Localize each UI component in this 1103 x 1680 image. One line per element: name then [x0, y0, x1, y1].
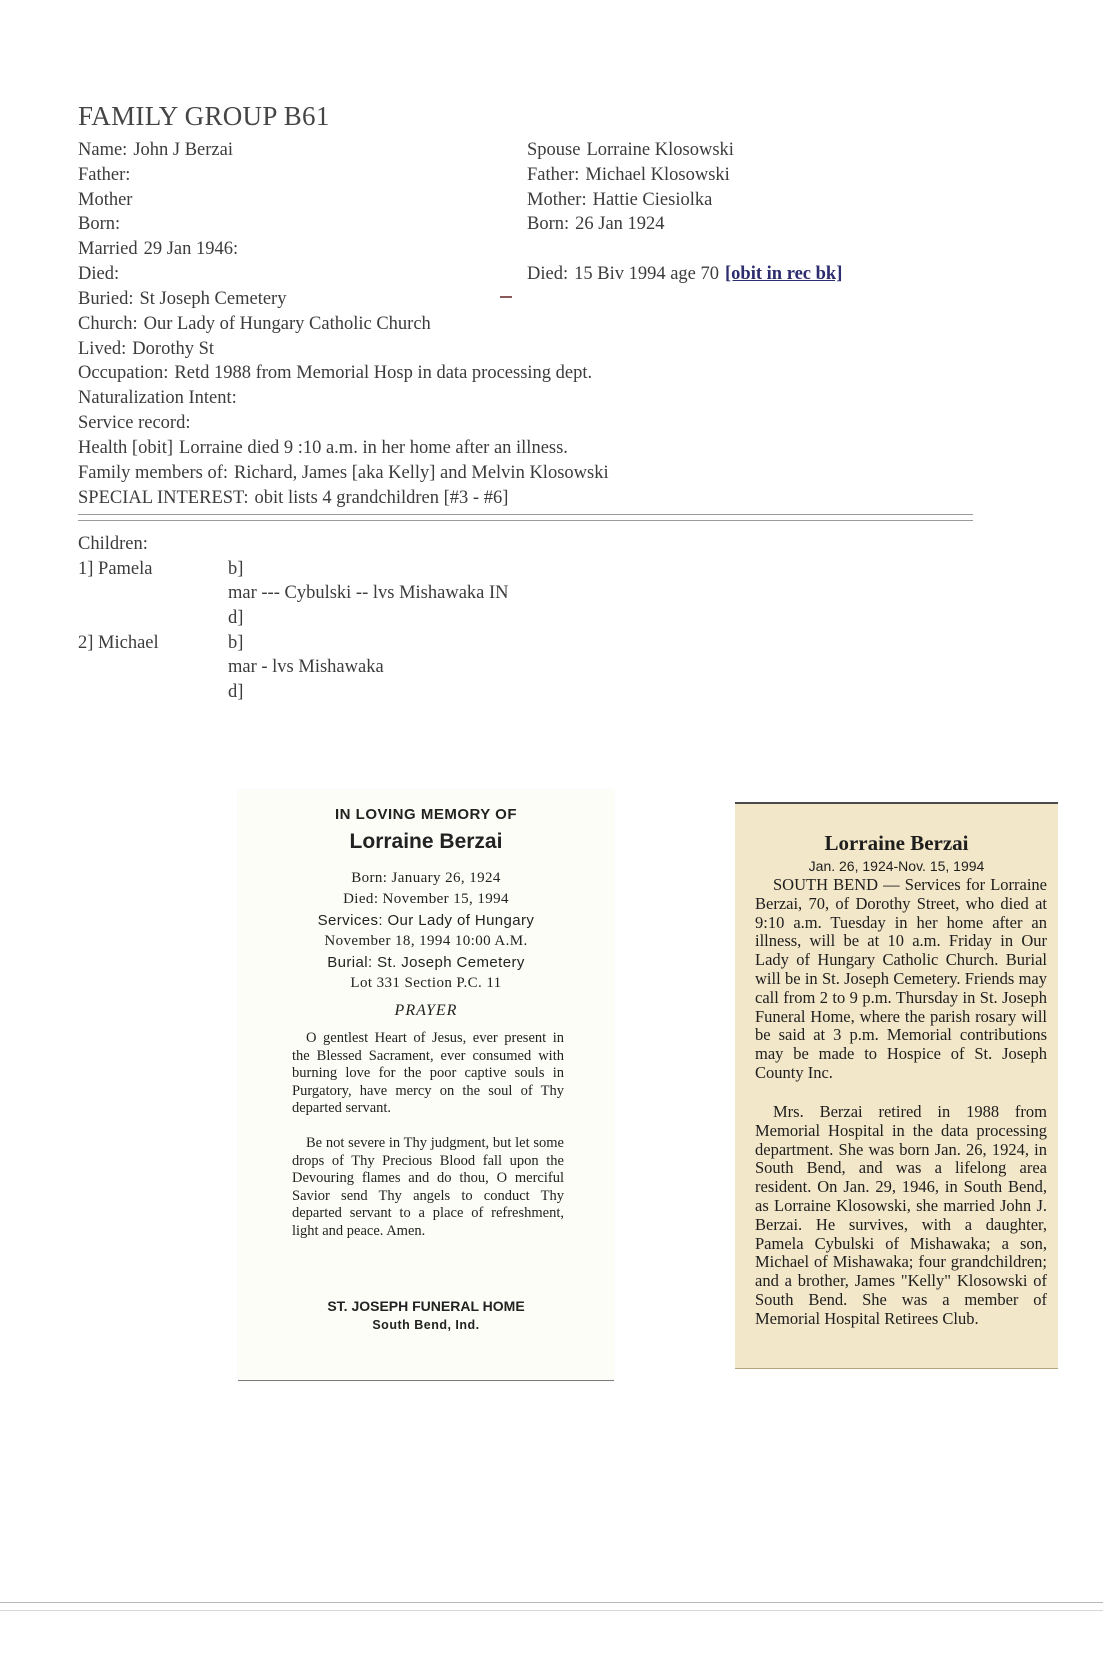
field-label: Died: [527, 264, 569, 284]
field-value: Richard, James [aka Kelly] and Melvin Klosowski [234, 463, 609, 483]
spouse-mother [527, 191, 712, 210]
child-married: mar - lvs Mishawaka [228, 657, 384, 677]
spouse-born [527, 215, 665, 234]
clipping-paragraph: Mrs. Berzai retired in 1988 from Memorial Hospital in the data processing department. She was born Jan. 26, 1924, in South Bend, and was a lifelong area resident. On Jan. 29, 1946, in South Bend, as Lorraine Klosowski, she married John J. Berzai. He survives, with a daughter, Pamela Cybulski of Mishawaka; a son, Michael of Mishawaka; four grandchildren; and a brother, James "Kelly" Klosowski of South Bend. She was a member of Memorial Hospital Retirees Club. [755, 1102, 1047, 1328]
card-prayer-paragraph: Be not severe in Thy judgment, but let some drops of Thy Precious Blood fall upon the Devouring flames and do thou, O merciful Savior send Thy angels to conduct Thy departed servant to a place of refreshment, light and peace. Amen. [292, 1135, 564, 1239]
card-born: Born: January 26, 1924 [351, 870, 501, 886]
field-label: Married [78, 239, 138, 259]
children-heading: Children: [78, 534, 148, 554]
spouse-died [527, 265, 842, 284]
spouse-father [527, 166, 730, 185]
field-buried [78, 290, 286, 309]
field-mother [78, 191, 132, 210]
field-died [78, 265, 119, 284]
clipping-dates: Jan. 26, 1924-Nov. 15, 1994 [808, 858, 985, 874]
field-value: 29 Jan 1946: [143, 239, 239, 259]
child-name: 2] Michael [78, 633, 159, 653]
field-value: Retd 1988 from Memorial Hosp in data processing dept. [174, 363, 593, 383]
card-heading: IN LOVING MEMORY OF [334, 806, 517, 823]
card-name: Lorraine Berzai [349, 830, 503, 853]
field-value: Our Lady of Hungary Catholic Church [143, 314, 431, 334]
field-value: Hattie Ciesiolka [592, 190, 713, 210]
field-special-interest [78, 489, 508, 508]
field-label: Father: [78, 165, 131, 185]
child-name: 1] Pamela [78, 559, 153, 579]
card-lot: Lot 331 Section P.C. 11 [350, 975, 502, 991]
field-father [78, 166, 130, 185]
field-value: Dorothy St [132, 339, 215, 359]
card-prayer-title: PRAYER [394, 1002, 458, 1019]
field-church [78, 315, 431, 334]
newspaper-clipping [735, 802, 1058, 1369]
field-value: obit lists 4 grandchildren [#3 - #6] [254, 488, 509, 508]
field-naturalization [78, 389, 237, 408]
field-label: Family members of: [78, 463, 229, 483]
card-services: Services: Our Lady of Hungary [317, 912, 535, 929]
field-value: St Joseph Cemetery [139, 289, 287, 309]
field-label: Service record: [78, 413, 191, 433]
field-label: Naturalization Intent: [78, 388, 237, 408]
spouse-name [527, 141, 734, 160]
field-name [78, 141, 233, 160]
field-label: Occupation: [78, 363, 169, 383]
page-title: FAMILY GROUP B61 [78, 101, 330, 131]
card-burial: Burial: St. Joseph Cemetery [327, 954, 525, 971]
page-bottom-edge [0, 1602, 1103, 1603]
field-label: Born: [527, 214, 570, 234]
field-lived [78, 340, 214, 359]
field-value: Lorraine died 9 :10 a.m. in her home after an illness. [179, 438, 568, 458]
field-value: John J Berzai [133, 140, 233, 160]
card-service-date: November 18, 1994 10:00 A.M. [324, 933, 528, 949]
field-label: Spouse [527, 140, 581, 160]
card-city: South Bend, Ind. [372, 1318, 480, 1332]
field-family-members [78, 464, 609, 483]
field-value: Lorraine Klosowski [586, 140, 734, 160]
field-label: Father: [527, 165, 580, 185]
clipping-name: Lorraine Berzai [824, 831, 969, 855]
memorial-card [238, 790, 614, 1381]
field-label: Name: [78, 140, 128, 160]
field-label: Buried: [78, 289, 134, 309]
child-born: b] [228, 633, 244, 653]
child-married: mar --- Cybulski -- lvs Mishawaka IN [228, 583, 509, 603]
obit-reference-link[interactable]: [obit in rec bk] [725, 264, 843, 284]
field-label: Church: [78, 314, 138, 334]
section-divider [78, 514, 973, 521]
field-value: 15 Biv 1994 age 70 [574, 264, 720, 284]
field-health [78, 439, 568, 458]
field-label: Born: [78, 214, 121, 234]
card-prayer-paragraph: O gentlest Heart of Jesus, ever present in the Blessed Sacrament, ever consumed with burning love for the poor captive souls in Purgatory, have mercy on the soul of Thy departed servant. [292, 1030, 564, 1116]
field-born [78, 215, 120, 234]
clipping-paragraph: SOUTH BEND — Services for Lorraine Berzai, 70, of Dorothy Street, who died at 9:10 a.m. Tuesday in her home after an illness, will be at 10 a.m. Friday in Our Lady of Hungary Catholic Church. Burial will be in St. Joseph Cemetery. Friends may call from 2 to 9 p.m. Thursday in St. Joseph Funeral Home, where the parish rosary will be said at 3 p.m. Memorial contributions may be made to Hospice of St. Joseph County Inc. [755, 875, 1047, 1082]
field-label: Died: [78, 264, 120, 284]
field-value: 26 Jan 1924 [575, 214, 665, 234]
stray-mark [500, 296, 512, 298]
field-label: Mother [78, 190, 133, 210]
child-born: b] [228, 559, 244, 579]
field-married [78, 240, 238, 259]
field-service-record [78, 414, 190, 433]
child-died: d] [228, 682, 244, 702]
field-occupation [78, 364, 592, 383]
child-died: d] [228, 608, 244, 628]
field-value: Michael Klosowski [585, 165, 730, 185]
card-details [238, 868, 614, 994]
field-label: Health [obit] [78, 438, 174, 458]
field-label: Lived: [78, 339, 127, 359]
field-label: SPECIAL INTEREST: [78, 488, 249, 508]
field-label: Mother: [527, 190, 587, 210]
card-funeral-home: ST. JOSEPH FUNERAL HOME [327, 1298, 525, 1314]
page-bottom-edge [0, 1610, 1103, 1611]
card-died: Died: November 15, 1994 [343, 891, 509, 907]
